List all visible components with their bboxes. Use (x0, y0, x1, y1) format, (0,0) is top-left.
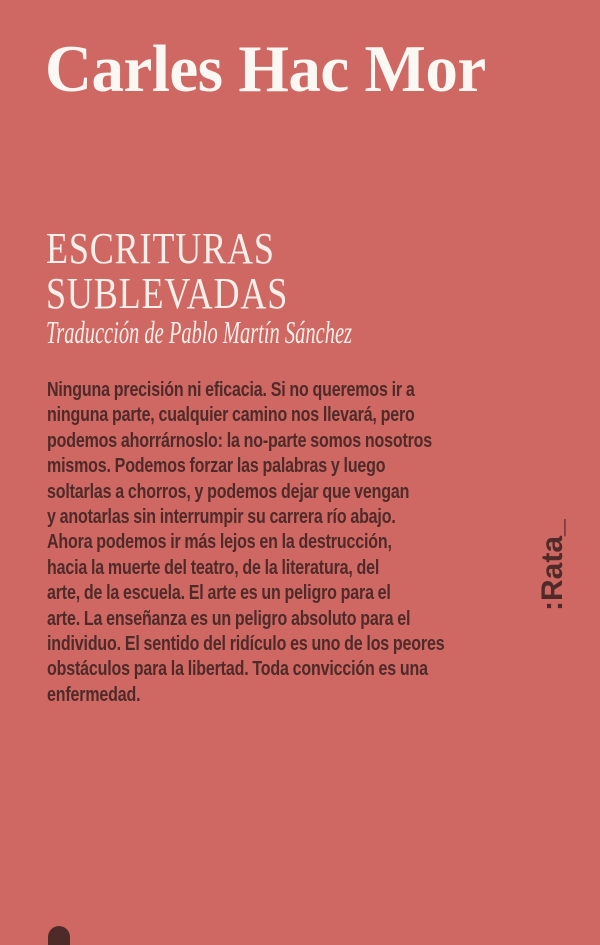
blurb-line: y anotarlas sin interrumpir su carrera río abajo. (47, 506, 396, 529)
author-name: Carles Hac Mor (45, 32, 486, 106)
blurb-line: podemos ahorrárnoslo: la no-parte somos nosotros (47, 429, 433, 452)
bottom-edge-mark (48, 926, 70, 945)
blurb-line: individuo. El sentido del ridículo es uno de los peores (47, 633, 445, 656)
blurb-line: hacia la muerte del teatro, de la literatura, del (47, 556, 380, 579)
blurb-line: arte, de la escuela. El arte es un peligro para el (47, 582, 391, 605)
blurb-line: mismos. Podemos forzar las palabras y luego (47, 455, 386, 478)
publisher-logo-rata: :Rata_ (536, 519, 569, 611)
blurb-text (47, 378, 444, 708)
blurb-line: ninguna parte, cualquier camino nos llevará, pero (47, 404, 415, 427)
blurb-line: obstáculos para la libertad. Toda convicción es una (47, 658, 428, 681)
blurb-line: arte. La enseñanza es un peligro absoluto para el (47, 607, 411, 630)
blurb-line: enfermedad. (47, 683, 141, 706)
translator-credit: Traducción de Pablo Martín Sánchez (46, 314, 353, 350)
book-title-line-2: SUBLEVADAS (46, 269, 289, 318)
blurb-line: Ahora podemos ir más lejos en la destrucción, (47, 531, 392, 554)
blurb-line: soltarlas a chorros, y podemos dejar que vengan (47, 480, 410, 503)
book-title-line-1: ESCRITURAS (46, 224, 275, 273)
blurb-line: Ninguna precisión ni eficacia. Si no queremos ir a (47, 379, 415, 401)
book-title (46, 226, 288, 316)
